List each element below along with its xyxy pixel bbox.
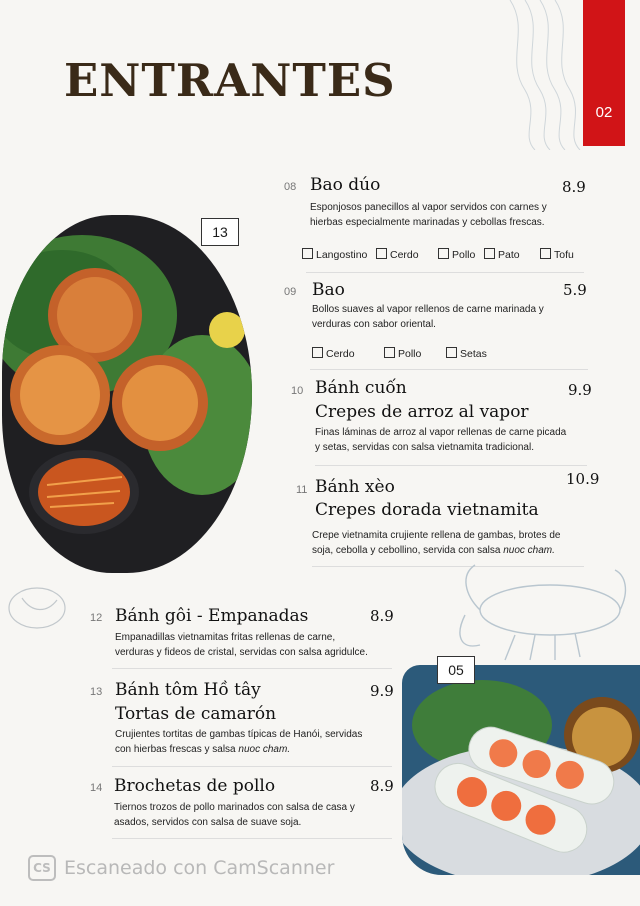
decorative-lines <box>500 0 584 150</box>
watermark-text: Escaneado con CamScanner <box>64 857 335 879</box>
item-price: 8.9 <box>370 607 394 625</box>
scanner-watermark <box>28 855 334 881</box>
item-name: Bao <box>312 280 345 300</box>
item-name: Bánh gôi - Empanadas <box>115 606 309 626</box>
decorative-lobster <box>455 555 635 665</box>
item-subtitle: Crepes dorada vietnamita <box>315 500 539 520</box>
item-number: 10 <box>291 385 304 397</box>
item-number: 11 <box>296 484 308 496</box>
item-price: 10.9 <box>566 470 600 488</box>
divider <box>112 668 392 669</box>
item-subtitle: Crepes de arroz al vapor <box>315 402 529 422</box>
item-number: 12 <box>90 612 103 624</box>
divider <box>112 838 392 839</box>
option-checkbox[interactable]: Setas <box>446 347 487 360</box>
item-desc: Tiernos trozos de pollo marinados con salsa de casa y asados, servidos con salsa de suave soja. <box>114 802 355 828</box>
item-subtitle: Tortas de camarón <box>115 704 277 724</box>
item-desc: Esponjosos panecillos al vapor servidos con carnes y hierbas especialmente marinadas y cebollas frescas. <box>310 202 547 228</box>
item-price: 9.9 <box>568 381 592 399</box>
item-price: 5.9 <box>563 281 587 299</box>
item-desc: Bollos suaves al vapor rellenos de carne marinada y verduras con sabor oriental. <box>312 304 544 330</box>
item-price: 8.9 <box>562 178 586 196</box>
divider <box>112 766 392 767</box>
option-list <box>312 347 512 361</box>
option-checkbox[interactable]: Cerdo <box>312 347 355 360</box>
item-name: Bánh xèo <box>315 477 395 497</box>
photo-badge-05: 05 <box>437 656 475 684</box>
item-name: Bánh cuốn <box>315 378 407 398</box>
divider <box>306 272 584 273</box>
option-checkbox[interactable]: Langostino <box>302 248 367 261</box>
option-checkbox[interactable]: Cerdo <box>376 248 419 261</box>
option-list <box>302 248 592 262</box>
bao-photo <box>2 215 252 573</box>
page-title: ENTRANTES <box>64 54 396 107</box>
page-tab <box>583 0 625 146</box>
camscanner-logo-icon: CS <box>28 855 56 881</box>
item-price: 9.9 <box>370 682 394 700</box>
item-desc: Finas láminas de arroz al vapor rellenas de carne picada y setas, servidas con salsa vietnamita tradicional. <box>315 427 567 453</box>
photo-badge-13: 13 <box>201 218 239 246</box>
page-number: 02 <box>595 104 613 121</box>
item-desc: Crujientes tortitas de gambas típicas de Hanói, servidas con hierbas frescas y salsa nuoc cham. <box>115 729 363 755</box>
option-checkbox[interactable]: Pato <box>484 248 520 261</box>
item-number: 14 <box>90 782 103 794</box>
item-price: 8.9 <box>370 777 394 795</box>
item-name: Brochetas de pollo <box>114 776 276 796</box>
item-name: Bao dúo <box>310 175 381 195</box>
item-number: 08 <box>284 181 297 193</box>
option-checkbox[interactable]: Pollo <box>438 248 475 261</box>
decorative-vegetable <box>2 578 72 638</box>
option-checkbox[interactable]: Tofu <box>540 248 574 261</box>
item-desc: Empanadillas vietnamitas fritas rellenas de carne, verduras y fideos de cristal, servidas con salsa agridulce. <box>115 632 368 658</box>
item-desc: Crepe vietnamita crujiente rellena de gambas, brotes de soja, cebolla y cebollino, servida con salsa nuoc cham. <box>312 530 561 556</box>
divider <box>310 369 588 370</box>
item-name: Bánh tôm Hồ tây <box>115 680 261 700</box>
item-number: 13 <box>90 686 103 698</box>
divider <box>315 465 587 466</box>
spring-rolls-photo <box>402 665 640 875</box>
option-checkbox[interactable]: Pollo <box>384 347 421 360</box>
item-number: 09 <box>284 286 297 298</box>
